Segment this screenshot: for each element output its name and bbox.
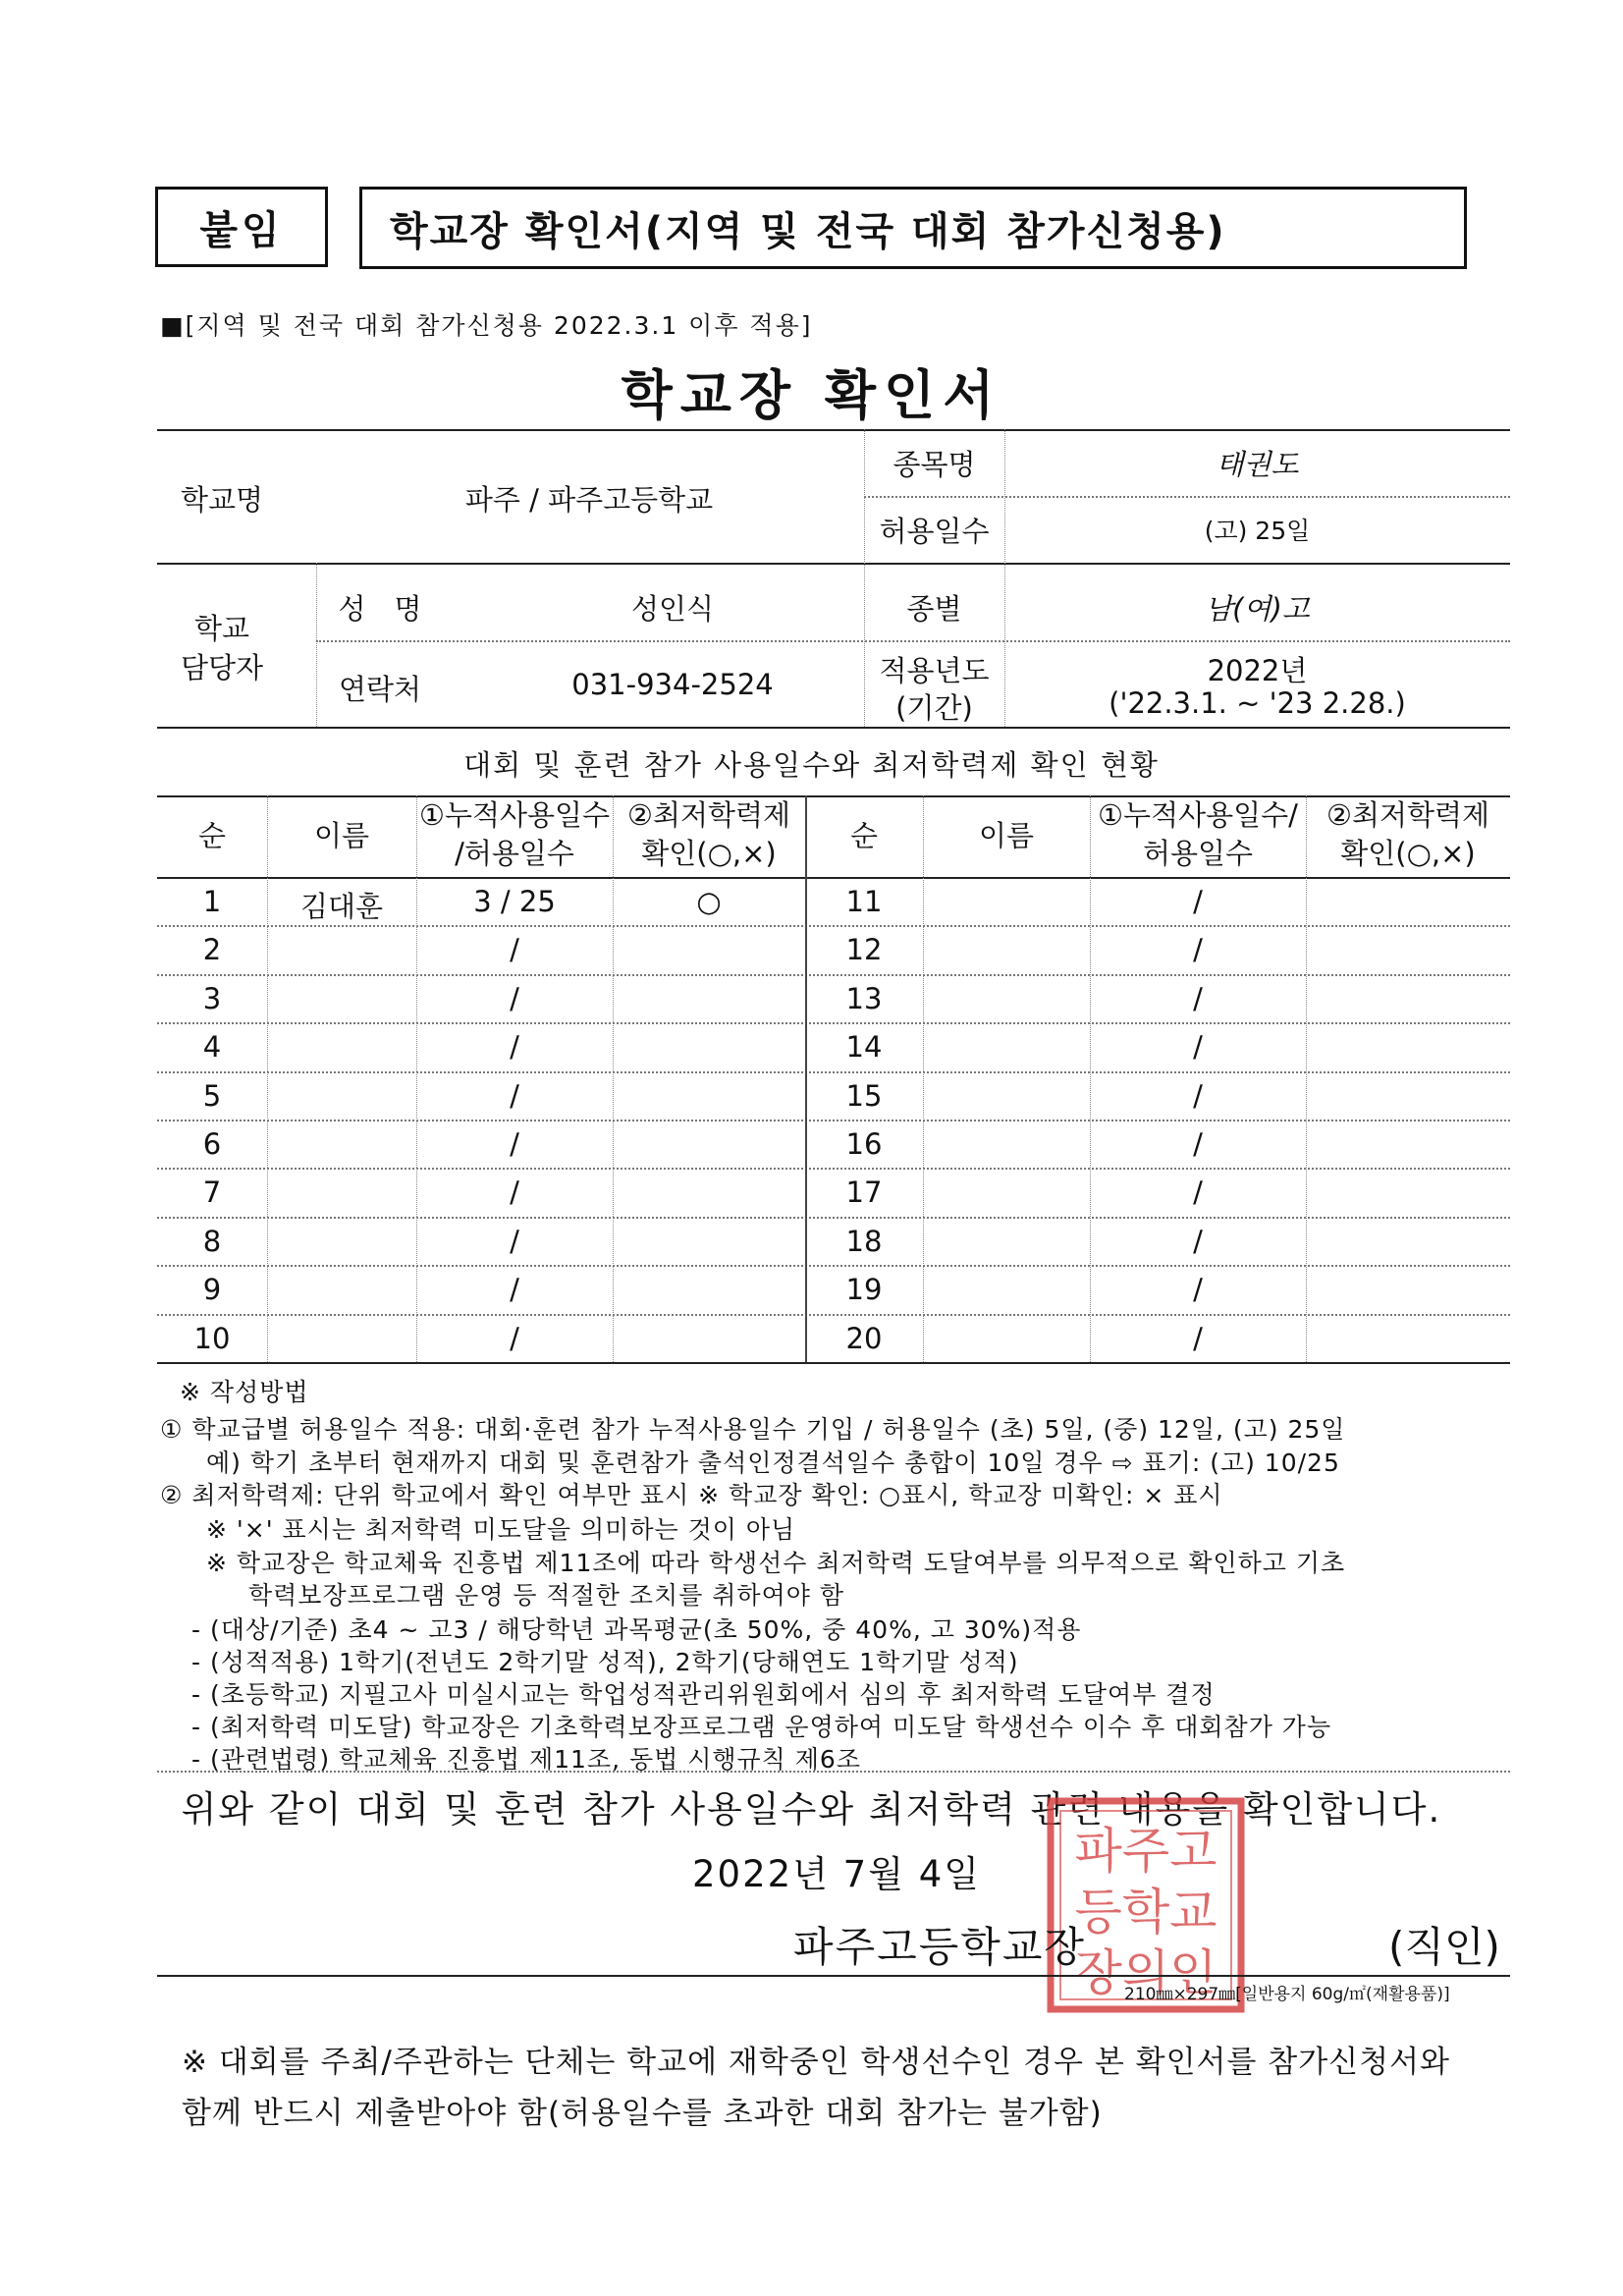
table-column-divider xyxy=(1090,795,1091,1362)
note-line: - (관련법령) 학교체육 진흥법 제11조, 동법 시행규칙 제6조 xyxy=(191,1745,861,1774)
note-line: ※ 학교장은 학교체육 진흥법 제11조에 따라 학생선수 최저학력 도달여부를 의무적으로 확인하고 기초 xyxy=(206,1549,1346,1577)
note-line: ① 학교급별 허용일수 적용: 대회·훈련 참가 누적사용일수 기입 / 허용일수 (초) 5일, (중) 12일, (고) 25일 xyxy=(160,1415,1346,1444)
note-line: - (초등학교) 지필고사 미실시교는 학업성적관리위원회에서 심의 후 최저학력 도달여부 결정 xyxy=(191,1680,1216,1709)
table-cell-n2: 15 xyxy=(845,1078,883,1113)
table-cell-used2: / xyxy=(1193,1273,1203,1307)
table-cell-min: ○ xyxy=(696,885,722,918)
info-bottom-line xyxy=(157,727,1510,729)
table-cell-n2: 14 xyxy=(845,1030,883,1065)
confirm-bottom-line xyxy=(157,1975,1510,1977)
table-cell-used2: / xyxy=(1193,1030,1203,1065)
table-cell-n: 3 xyxy=(202,981,222,1015)
table-cell-used2: / xyxy=(1193,1078,1203,1113)
year-label-2: (기간) xyxy=(895,691,973,725)
info-line-name xyxy=(316,640,1510,642)
table-row-divider xyxy=(157,1120,1510,1121)
contact-value: 031-934-2524 xyxy=(571,668,774,701)
table-cell-used: / xyxy=(510,1030,519,1065)
info-line-school xyxy=(157,563,1510,565)
table-column-divider xyxy=(613,795,614,1362)
table-cell-n: 6 xyxy=(202,1127,222,1161)
col-min-header-1: ②최저학력제 xyxy=(626,798,791,832)
sport-label: 종목명 xyxy=(893,448,976,481)
col-name-header: 이름 xyxy=(313,819,370,852)
svg-text:장의인: 장의인 xyxy=(1074,1944,1217,2001)
col-no-r-header: 순 xyxy=(849,819,878,852)
col-name-r-header: 이름 xyxy=(978,819,1035,852)
table-cell-n2: 20 xyxy=(845,1321,883,1355)
official-seal-mark: (직인) xyxy=(1388,1923,1500,1971)
table-row-divider xyxy=(157,1265,1510,1267)
col-min-r-header-1: ②최저학력제 xyxy=(1325,798,1490,832)
document-title: 학교장 확인서 xyxy=(621,364,1002,426)
sport-value: 태권도 xyxy=(1216,448,1299,481)
table-cell-used2: / xyxy=(1193,1321,1203,1355)
col-used-r-header-2: 허용일수 xyxy=(1142,837,1254,870)
col-min-header-2: 확인(○,×) xyxy=(641,837,777,870)
applied-note: ■[지역 및 전국 대회 참가신청용 2022.3.1 이후 적용] xyxy=(160,311,813,340)
table-cell-n: 8 xyxy=(202,1224,222,1258)
paper-spec: 210㎜×297㎜[일반용지 60g/㎡(재활용품)] xyxy=(1124,1985,1450,2004)
confirm-statement: 위와 같이 대회 및 훈련 참가 사용일수와 최저학력 관련 내용을 확인합니다. xyxy=(181,1788,1442,1831)
note-line: ※ '×' 표시는 최저학력 미도달을 의미하는 것이 아님 xyxy=(206,1515,796,1544)
name-value: 성인식 xyxy=(630,592,715,626)
col-min-r-header-2: 확인(○,×) xyxy=(1340,837,1476,870)
allowed-days-value: (고) 25일 xyxy=(1204,517,1311,545)
table-cell-used2: / xyxy=(1193,981,1203,1015)
table-cell-n: 9 xyxy=(202,1273,222,1307)
table-cell-n2: 11 xyxy=(845,885,883,918)
note-line: 예) 학기 초부터 현재까지 대회 및 훈련참가 출석인정결석일수 총합이 10일 경우 ⇨ 표기: (고) 10/25 xyxy=(206,1449,1340,1477)
manager-label-1: 학교 xyxy=(193,612,250,645)
table-cell-used: / xyxy=(510,1273,519,1307)
table-column-divider xyxy=(416,795,417,1362)
table-cell-n2: 19 xyxy=(845,1273,883,1307)
note-line: - (성적적용) 1학기(전년도 2학기말 성적), 2학기(당해연도 1학기말 성적) xyxy=(191,1648,1019,1676)
manager-label-2: 담당자 xyxy=(180,651,264,684)
name-label: 성 명 xyxy=(338,592,422,626)
table-column-divider xyxy=(267,795,268,1362)
table-row-divider xyxy=(157,1217,1510,1219)
note-line: 학력보장프로그램 운영 등 적절한 조치를 취하여야 함 xyxy=(248,1581,844,1610)
table-row-divider xyxy=(157,974,1510,976)
gender-value: 남(여)고 xyxy=(1205,592,1310,626)
header-title: 학교장 확인서(지역 및 전국 대회 참가신청용) xyxy=(359,187,1467,269)
footnote xyxy=(182,2037,1450,2139)
note-line: ② 최저학력제: 단위 학교에서 확인 여부만 표시 ※ 학교장 확인: ○표시, 학교장 미확인: × 표시 xyxy=(160,1481,1223,1509)
confirm-top-line xyxy=(157,1771,1510,1773)
year-value-1: 2022년 xyxy=(1207,654,1308,687)
info-top-line xyxy=(157,429,1510,431)
svg-text:등학교: 등학교 xyxy=(1074,1884,1217,1941)
table-cell-used2: / xyxy=(1193,885,1203,918)
table-cell-n2: 18 xyxy=(845,1224,883,1258)
table-cell-n2: 13 xyxy=(845,981,883,1015)
table-cell-name: 김대훈 xyxy=(299,890,384,923)
table-cell-used: 3 / 25 xyxy=(473,885,556,918)
col-used-r-header-1: ①누적사용일수/ xyxy=(1098,798,1298,832)
footnote-line: ※ 대회를 주최/주관하는 단체는 학교에 재학중인 학생선수인 경우 본 확인서를 참가신청서와 xyxy=(182,2045,1450,2080)
table-column-divider xyxy=(923,795,924,1362)
table-cell-used2: / xyxy=(1193,1175,1203,1210)
table-header-line xyxy=(157,877,1510,879)
table-cell-n2: 16 xyxy=(845,1127,883,1161)
table-bottom-line xyxy=(157,1362,1510,1364)
table-cell-used: / xyxy=(510,981,519,1015)
gender-label: 종별 xyxy=(906,592,962,626)
table-row-divider xyxy=(157,925,1510,927)
info-line-sport xyxy=(864,496,1510,498)
table-cell-n: 5 xyxy=(202,1078,222,1113)
school-label: 학교명 xyxy=(180,483,264,517)
table-cell-used2: / xyxy=(1193,933,1203,967)
table-cell-used2: / xyxy=(1193,1224,1203,1258)
confirm-date: 2022년 7월 4일 xyxy=(692,1853,981,1895)
table-cell-n: 4 xyxy=(202,1030,222,1065)
table-row-divider xyxy=(157,1071,1510,1073)
footnote-line: 함께 반드시 제출받아야 함(허용일수를 초과한 대회 참가는 불가함) xyxy=(182,2096,1103,2131)
col-no-header: 순 xyxy=(197,819,226,852)
signer-name: 파주고등학교장 xyxy=(793,1923,1087,1971)
note-line: - (대상/기준) 초4 ~ 고3 / 해당학년 과목평균(초 50%, 중 40%, 고 30%)적용 xyxy=(191,1615,1082,1644)
table-cell-used: / xyxy=(510,1127,519,1161)
year-value-2: ('22.3.1. ~ '23 2.28.) xyxy=(1109,686,1406,720)
col-used-header-2: /허용일수 xyxy=(455,837,574,870)
table-row-divider xyxy=(157,1168,1510,1170)
contact-label: 연락처 xyxy=(338,673,422,706)
table-cell-used: / xyxy=(510,933,519,967)
allowed-days-label: 허용일수 xyxy=(879,515,990,548)
table-cell-n2: 17 xyxy=(845,1175,883,1210)
table-cell-n: 1 xyxy=(202,885,222,918)
table-cell-n2: 12 xyxy=(845,933,883,967)
table-cell-n: 10 xyxy=(193,1321,231,1355)
note-line: - (최저학력 미도달) 학교장은 기초학력보장프로그램 운영하여 미도달 학생선수 이수 후 대회참가 가능 xyxy=(191,1713,1332,1741)
col-used-header-1: ①누적사용일수 xyxy=(418,798,611,832)
table-row-divider xyxy=(157,1314,1510,1316)
attachment-tag: 붙임 xyxy=(155,187,328,267)
table-cell-used: / xyxy=(510,1224,519,1258)
table-cell-used2: / xyxy=(1193,1127,1203,1161)
note-line: ※ 작성방법 xyxy=(180,1378,309,1406)
table-cell-used: / xyxy=(510,1078,519,1113)
table-row-divider xyxy=(157,1022,1510,1024)
svg-text:파주고: 파주고 xyxy=(1074,1823,1217,1880)
table-cell-n: 7 xyxy=(202,1175,222,1210)
table-title: 대회 및 훈련 참가 사용일수와 최저학력제 확인 현황 xyxy=(463,748,1160,782)
table-cell-used: / xyxy=(510,1175,519,1210)
school-value: 파주 / 파주고등학교 xyxy=(464,483,714,517)
table-column-divider xyxy=(805,795,807,1362)
table-cell-used: / xyxy=(510,1321,519,1355)
table-cell-n: 2 xyxy=(202,933,222,967)
table-column-divider xyxy=(1306,795,1307,1362)
year-label-1: 적용년도 xyxy=(879,654,990,687)
